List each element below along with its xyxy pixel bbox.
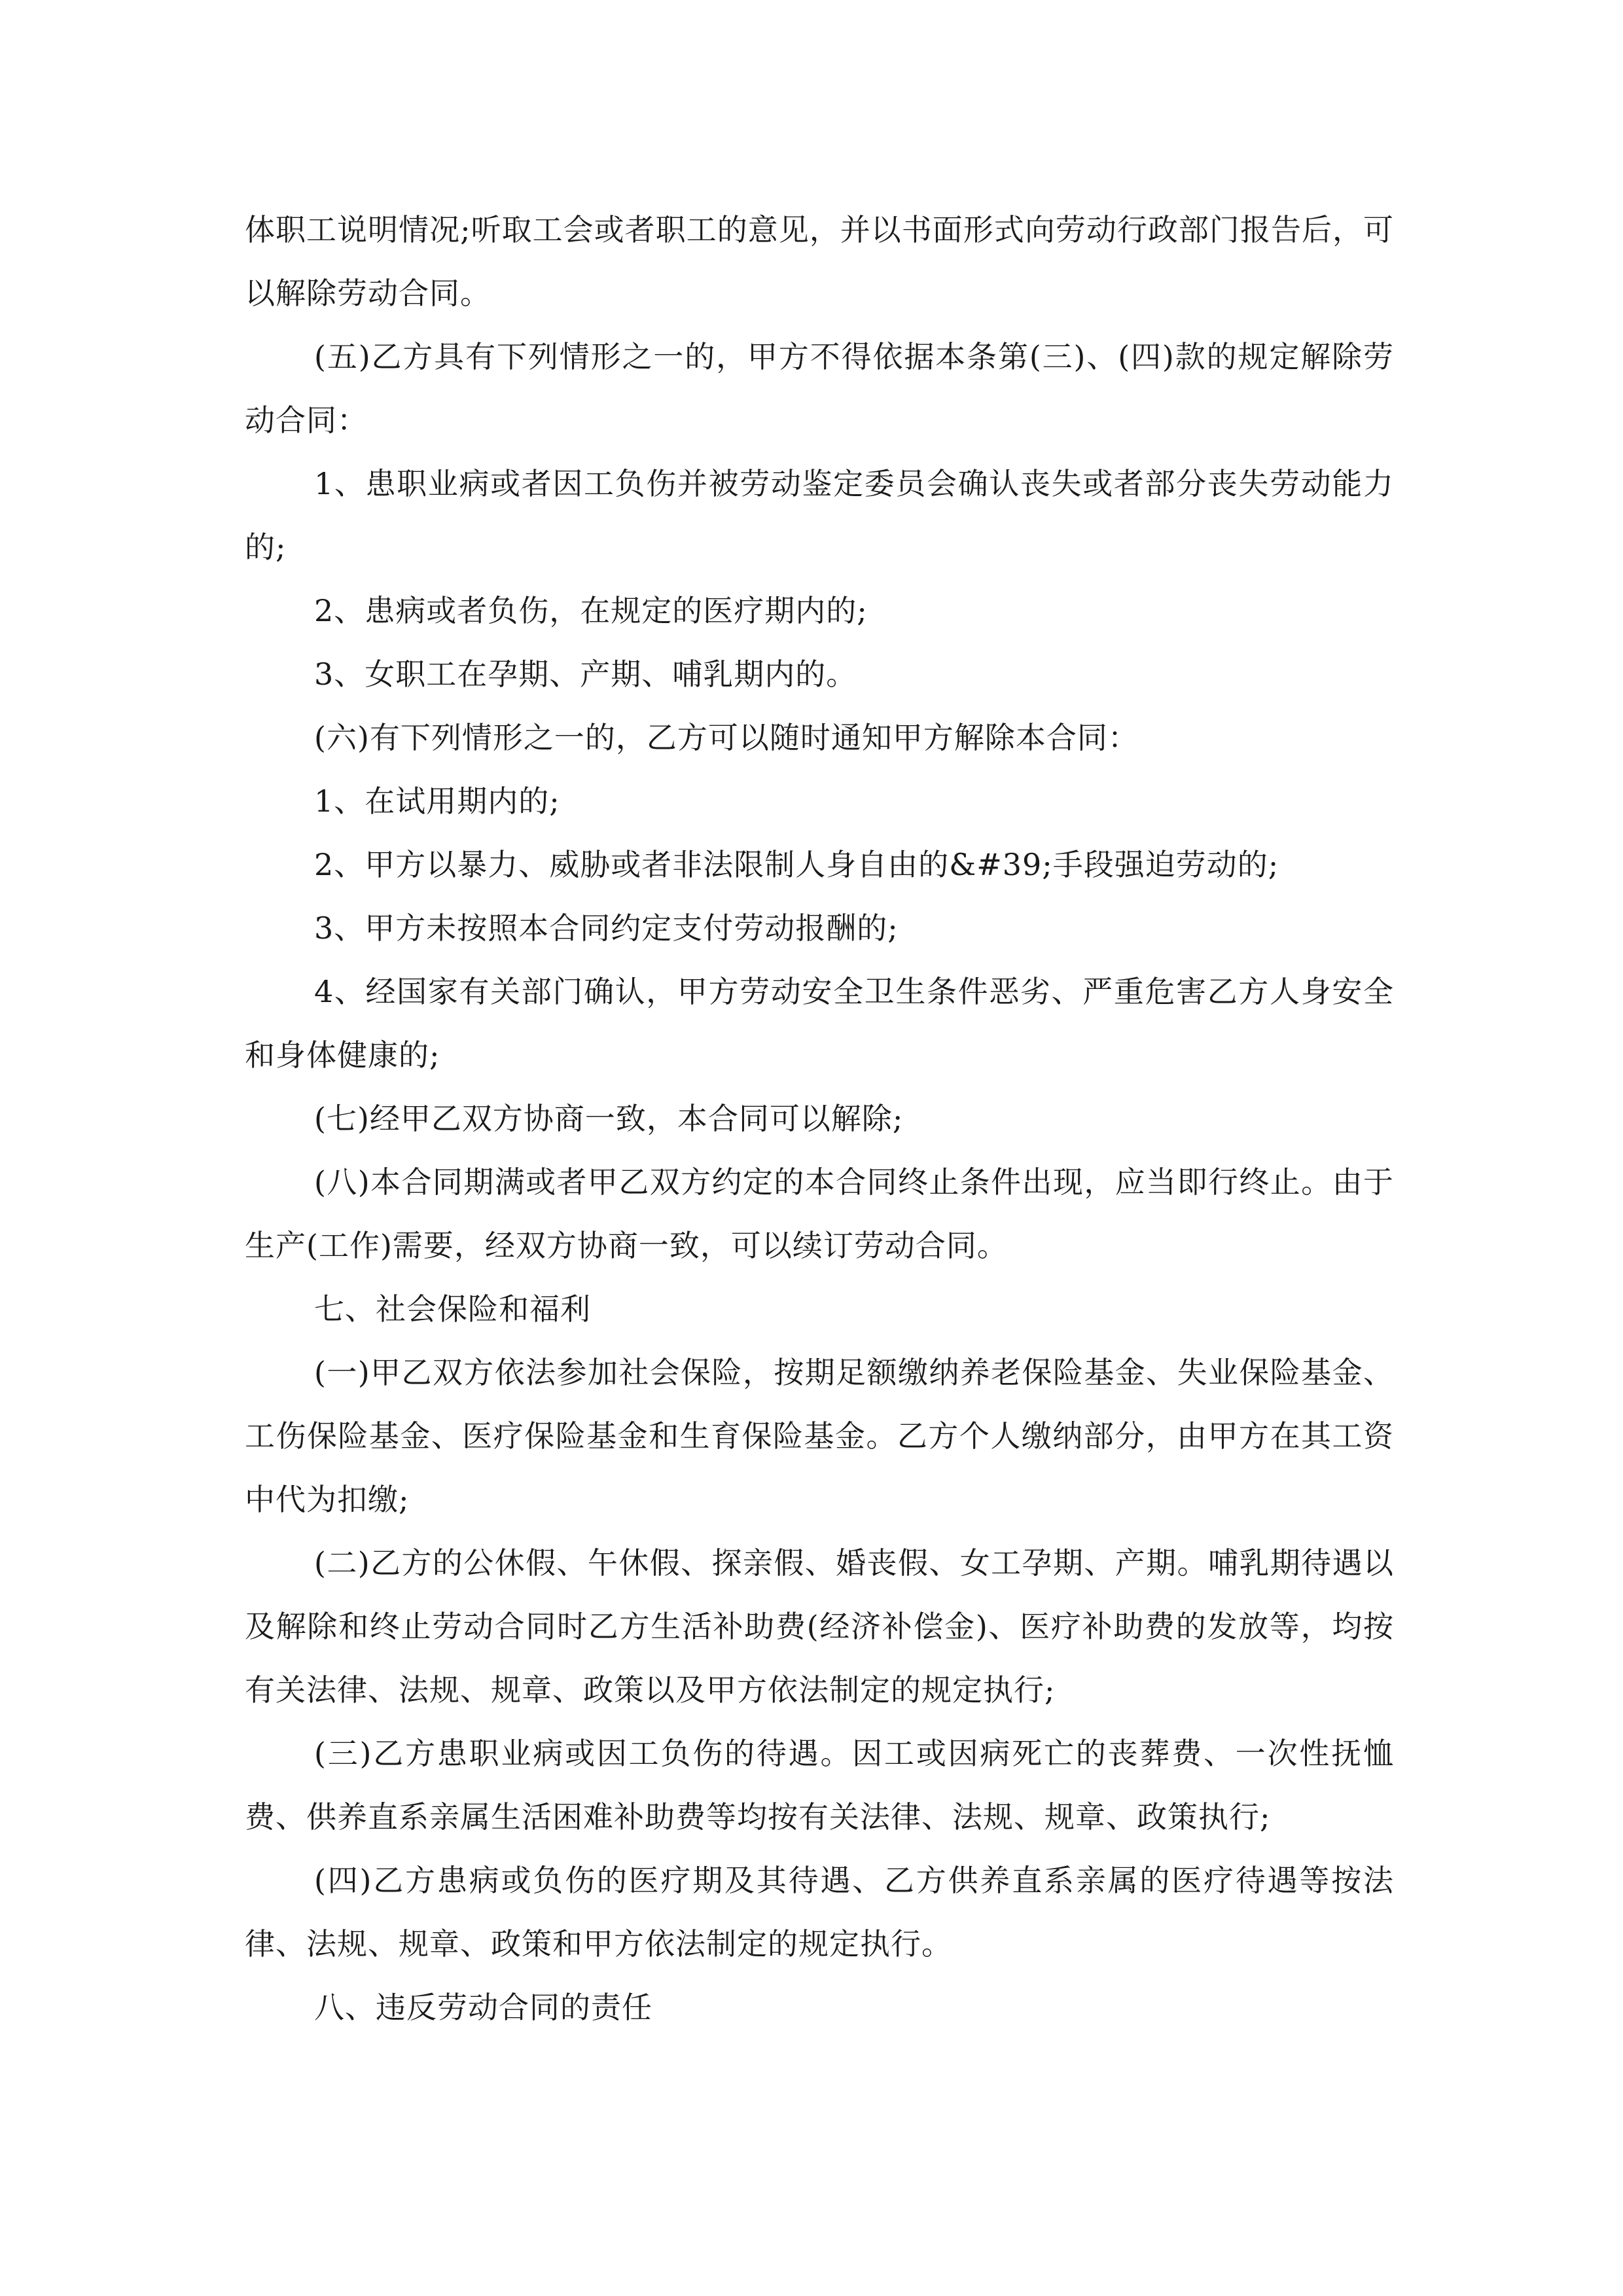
list-item: 3、女职工在孕期、产期、哺乳期内的。 [314, 656, 857, 692]
list-item: 1、患职业病或者因工负伤并被劳动鉴定委员会确认丧失或者部分丧失劳动能力的; [245, 466, 1394, 565]
list-item: 3、甲方未按照本合同约定支付劳动报酬的; [314, 910, 899, 946]
paragraph: (六)有下列情形之一的，乙方可以随时通知甲方解除本合同： [314, 720, 1139, 755]
paragraph: (四)乙方患病或负伤的医疗期及其待遇、乙方供养直系亲属的医疗待遇等按法律、法规、规章、政策和甲方依法制定的规定执行。 [245, 1863, 1394, 1962]
list-item: 2、甲方以暴力、威胁或者非法限制人身自由的&#39;手段强迫劳动的; [314, 847, 1279, 882]
paragraph: (七)经甲乙双方协商一致，本合同可以解除; [314, 1101, 904, 1136]
paragraph: (二)乙方的公休假、午休假、探亲假、婚丧假、女工孕期、产期。哺乳期待遇以及解除和终止劳动合同时乙方生活补助费(经济补偿金)、医疗补助费的发放等，均按有关法律、法规、规章、政策以及甲方依法制定的规定执行; [245, 1545, 1394, 1708]
paragraph: (一)甲乙双方依法参加社会保险，按期足额缴纳养老保险基金、失业保险基金、工伤保险基金、医疗保险基金和生育保险基金。乙方个人缴纳部分，由甲方在其工资中代为扣缴; [245, 1355, 1394, 1517]
paragraph: 体职工说明情况;听取工会或者职工的意见，并以书面形式向劳动行政部门报告后，可以解除劳动合同。 [245, 212, 1394, 311]
list-item: 1、在试用期内的; [314, 783, 560, 819]
section-heading: 八、违反劳动合同的责任 [314, 1990, 652, 2025]
list-item: 4、经国家有关部门确认，甲方劳动安全卫生条件恶劣、严重危害乙方人身安全和身体健康的; [245, 974, 1394, 1073]
paragraph: (三)乙方患职业病或因工负伤的待遇。因工或因病死亡的丧葬费、一次性抚恤费、供养直系亲属生活困难补助费等均按有关法律、法规、规章、政策执行; [245, 1736, 1394, 1835]
section-heading: 七、社会保险和福利 [314, 1291, 591, 1327]
paragraph: (五)乙方具有下列情形之一的，甲方不得依据本条第(三)、(四)款的规定解除劳动合同： [245, 339, 1394, 438]
paragraph: (八)本合同期满或者甲乙双方约定的本合同终止条件出现，应当即行终止。由于生产(工作)需要，经双方协商一致，可以续订劳动合同。 [245, 1164, 1394, 1263]
list-item: 2、患病或者负伤，在规定的医疗期内的; [314, 593, 868, 628]
document-body [245, 198, 1394, 2039]
